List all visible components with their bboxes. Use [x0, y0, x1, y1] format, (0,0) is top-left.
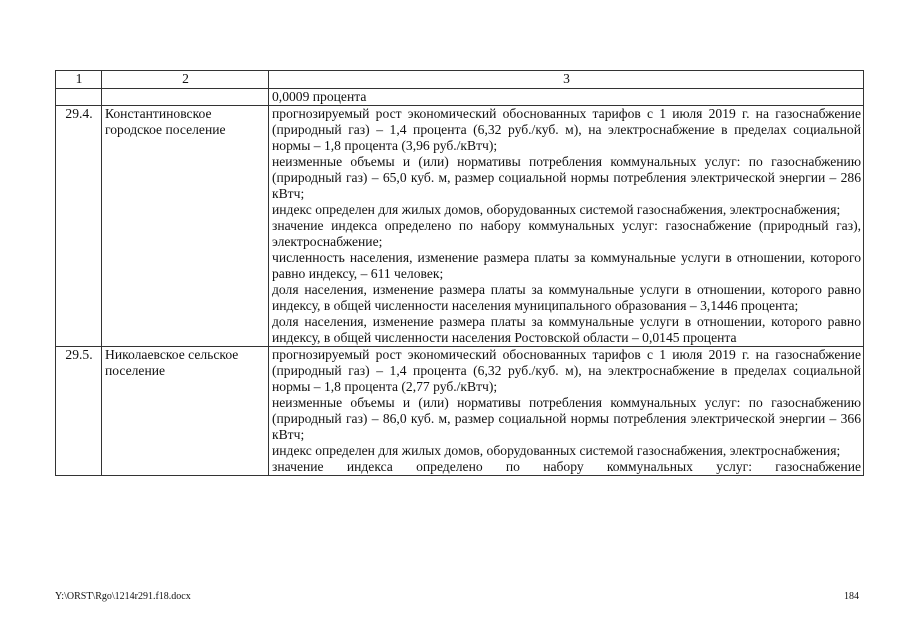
- paragraph: прогнозируемый рост экономический обоснованных тарифов с 1 июля 2019 г. на газоснабжение (природный газ) – 1,4 процента (6,32 руб./куб. м), на электроснабжение в пределах социальной нормы – 1,8 процента (3,96 руб./кВтч);: [272, 106, 861, 153]
- column-header-1: 1: [56, 71, 102, 89]
- paragraph: доля населения, изменение размера платы за коммунальные услуги в отношении, которого равно индексу, в общей численности населения муниципального образования – 3,1446 процента;: [272, 282, 861, 313]
- paragraph: значение индекса определено по набору коммунальных услуг: газоснабжение (природный газ), электроснабжение;: [272, 218, 861, 249]
- paragraph: доля населения, изменение размера платы за коммунальные услуги в отношении, которого равно индексу, в общей численности населения Ростовской области – 0,0145 процента: [272, 314, 861, 345]
- municipality-name: Николаевское сельское поселение: [102, 347, 269, 476]
- continuation-name-cell: [102, 89, 269, 106]
- continuation-row: [56, 89, 864, 106]
- municipality-name: Константиновское городское поселение: [102, 106, 269, 347]
- paragraph: неизменные объемы и (или) нормативы потребления коммунальных услуг: по газоснабжению (природный газ) – 65,0 куб. м, размер социальной нормы потребления электрической энергии – 286 кВтч;: [272, 154, 861, 201]
- table-header-row: [56, 71, 864, 89]
- paragraph: прогнозируемый рост экономический обоснованных тарифов с 1 июля 2019 г. на газоснабжение (природный газ) – 1,4 процента (6,32 руб./куб. м), на электроснабжение в пределах социальной нормы – 1,8 процента (2,77 руб./кВтч);: [272, 347, 861, 394]
- row-number: 29.4.: [56, 106, 102, 347]
- page-number: 184: [844, 591, 859, 602]
- table-row: [56, 347, 864, 476]
- column-header-2: 2: [102, 71, 269, 89]
- paragraph: индекс определен для жилых домов, оборудованных системой газоснабжения, электроснабжения;: [272, 443, 841, 458]
- continuation-num-cell: [56, 89, 102, 106]
- continuation-text-cell: [269, 89, 864, 106]
- footer-file-path: Y:\ORST\Rgo\1214r291.f18.docx: [55, 591, 191, 602]
- paragraph: индекс определен для жилых домов, оборудованных системой газоснабжения, электроснабжения;: [272, 202, 841, 217]
- row-number: 29.5.: [56, 347, 102, 476]
- row-description: [269, 106, 864, 347]
- paragraph: неизменные объемы и (или) нормативы потребления коммунальных услуг: по газоснабжению (природный газ) – 86,0 куб. м, размер социальной нормы потребления электрической энергии – 366 кВтч;: [272, 395, 861, 442]
- paragraph: численность населения, изменение размера платы за коммунальные услуги в отношении, которого равно индексу, – 611 человек;: [272, 250, 861, 281]
- table-row: [56, 106, 864, 347]
- tariff-index-table: [55, 70, 864, 476]
- column-header-3: 3: [269, 71, 864, 89]
- continuation-text: 0,0009 процента: [272, 89, 367, 104]
- paragraph: значение индекса определено по набору коммунальных услуг: газоснабжение: [272, 459, 861, 474]
- row-description: [269, 347, 864, 476]
